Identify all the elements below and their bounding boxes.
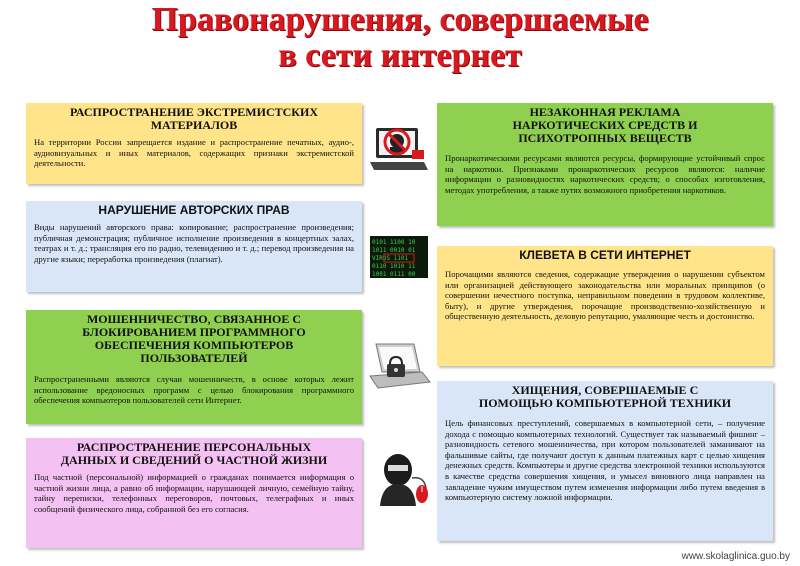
card-text: Под частной (персональной) информацией о гражданах понимается информация о частной жизни лица, а равно об информации, нарушающей личную, семейную тайну, тайну переписки, телефонных переговоров, почтовых, телеграфных и иных сообщений физического лица, собранной без его согласия. xyxy=(34,472,354,514)
hacker-laptop-icon xyxy=(368,124,430,176)
card-extremist-materials xyxy=(26,103,362,184)
card-heading: МОШЕННИЧЕСТВО, СВЯЗАННОЕ С БЛОКИРОВАНИЕМ ПРОГРАММНОГО ОБЕСПЕЧЕНИЯ КОМПЬЮТЕРОВ ПОЛЬЗОВАТЕЛЕЙ xyxy=(82,312,306,365)
card-text: На территории России запрещается издание и распространение печатных, аудио-, аудиовизуальных и иных материалов, содержащих признаки экстремистской деятельности. xyxy=(34,137,354,169)
page-title xyxy=(0,2,800,74)
card-text: Пронаркотическими ресурсами являются ресурсы, формирующие устойчивый спрос на наркотики. Признаками пронаркотических ресурсов являются: наличие информации о разновидностях наркотических средств; о способах изготовления, методах употребления, а также путях возможного приобретения наркотиков. xyxy=(445,153,765,195)
card-heading: КЛЕВЕТА В СЕТИ ИНТЕРНЕТ xyxy=(519,248,691,262)
card-drug-advertising xyxy=(437,103,773,226)
hacker-mouse-icon xyxy=(374,448,430,508)
card-heading: ХИЩЕНИЯ, СОВЕРШАЕМЫЕ С ПОМОЩЬЮ КОМПЬЮТЕРНОЙ ТЕХНИКИ xyxy=(478,383,732,410)
locked-laptop-icon xyxy=(366,342,432,394)
card-software-blocking-fraud xyxy=(26,310,362,424)
virus-code-icon xyxy=(370,236,428,278)
title-line-2: в сети интернет xyxy=(278,37,522,74)
card-text: Порочащими являются сведения, содержащие утверждения о нарушении субъектом или организацией действующего законодательства или моральных принципов (о совершении нечестного поступка, неправильном поведении в трудовом коллективе, быту), и другие утверждения, порочащие производственно-хозяйственную и общественную деятельность, деловую репутацию, умаляющие честь и достоинство. xyxy=(445,269,765,322)
svg-text:VIRUS 1101: VIRUS 1101 xyxy=(372,255,409,262)
svg-text:0110 1010 11: 0110 1010 11 xyxy=(372,263,416,270)
card-text: Виды нарушений авторского права: копирование; распространение произведения; публичная демонстрация; публичное исполнение произведения в концертных залах, театрах и т. д.; трансляция его по радио, телевидению и т. д.; перевод произведения на другие языки; переработка произведения (плагиат). xyxy=(34,222,354,264)
card-defamation xyxy=(437,246,773,366)
title-line-1: Правонарушения, совершаемые xyxy=(151,1,649,38)
svg-text:0101 1100 10: 0101 1100 10 xyxy=(372,239,416,246)
card-heading: РАСПРОСТРАНЕНИЕ ЭКСТРЕМИСТСКИХ МАТЕРИАЛОВ xyxy=(70,105,318,132)
card-heading: РАСПРОСТРАНЕНИЕ ПЕРСОНАЛЬНЫХ ДАННЫХ И СВЕДЕНИЙ О ЧАСТНОЙ ЖИЗНИ xyxy=(60,440,328,467)
card-computer-theft xyxy=(437,381,773,541)
svg-text:1011 0010 01: 1011 0010 01 xyxy=(372,247,416,254)
card-text: Цель финансовых преступлений, совершаемых в компьютерной сети, – получение дохода с помощью компьютерных технологий. Существует так называемый фишинг – разновидность сетевого мошенничества, при котором пользователей заманивают на фальшивые сайты, где получают доступ к данным платежных карт с целью хищения денежных средств. Компьютеры и другие средства электронной техники используются в качестве средства совершения хищения, и умысел виновного лица направлен на завладение чужим имуществом путем изменения информации либо путем введения в компьютерную систему ложной информации. xyxy=(445,418,765,503)
footer-url: www.skolaglinica.guo.by xyxy=(681,551,790,562)
svg-text:1001 0111 00: 1001 0111 00 xyxy=(372,271,416,278)
card-personal-data xyxy=(26,438,362,548)
card-heading: НАРУШЕНИЕ АВТОРСКИХ ПРАВ xyxy=(98,203,290,217)
card-copyright xyxy=(26,201,362,292)
card-text: Распространенными являются случаи мошенничеств, в основе которых лежит использование вредоносных программ с целью блокирования программного обеспечения компьютеров пользователей сети Интернет. xyxy=(34,374,354,406)
card-heading: НЕЗАКОННАЯ РЕКЛАМА НАРКОТИЧЕСКИХ СРЕДСТВ И ПСИХОТРОПНЫХ ВЕЩЕСТВ xyxy=(512,105,698,145)
